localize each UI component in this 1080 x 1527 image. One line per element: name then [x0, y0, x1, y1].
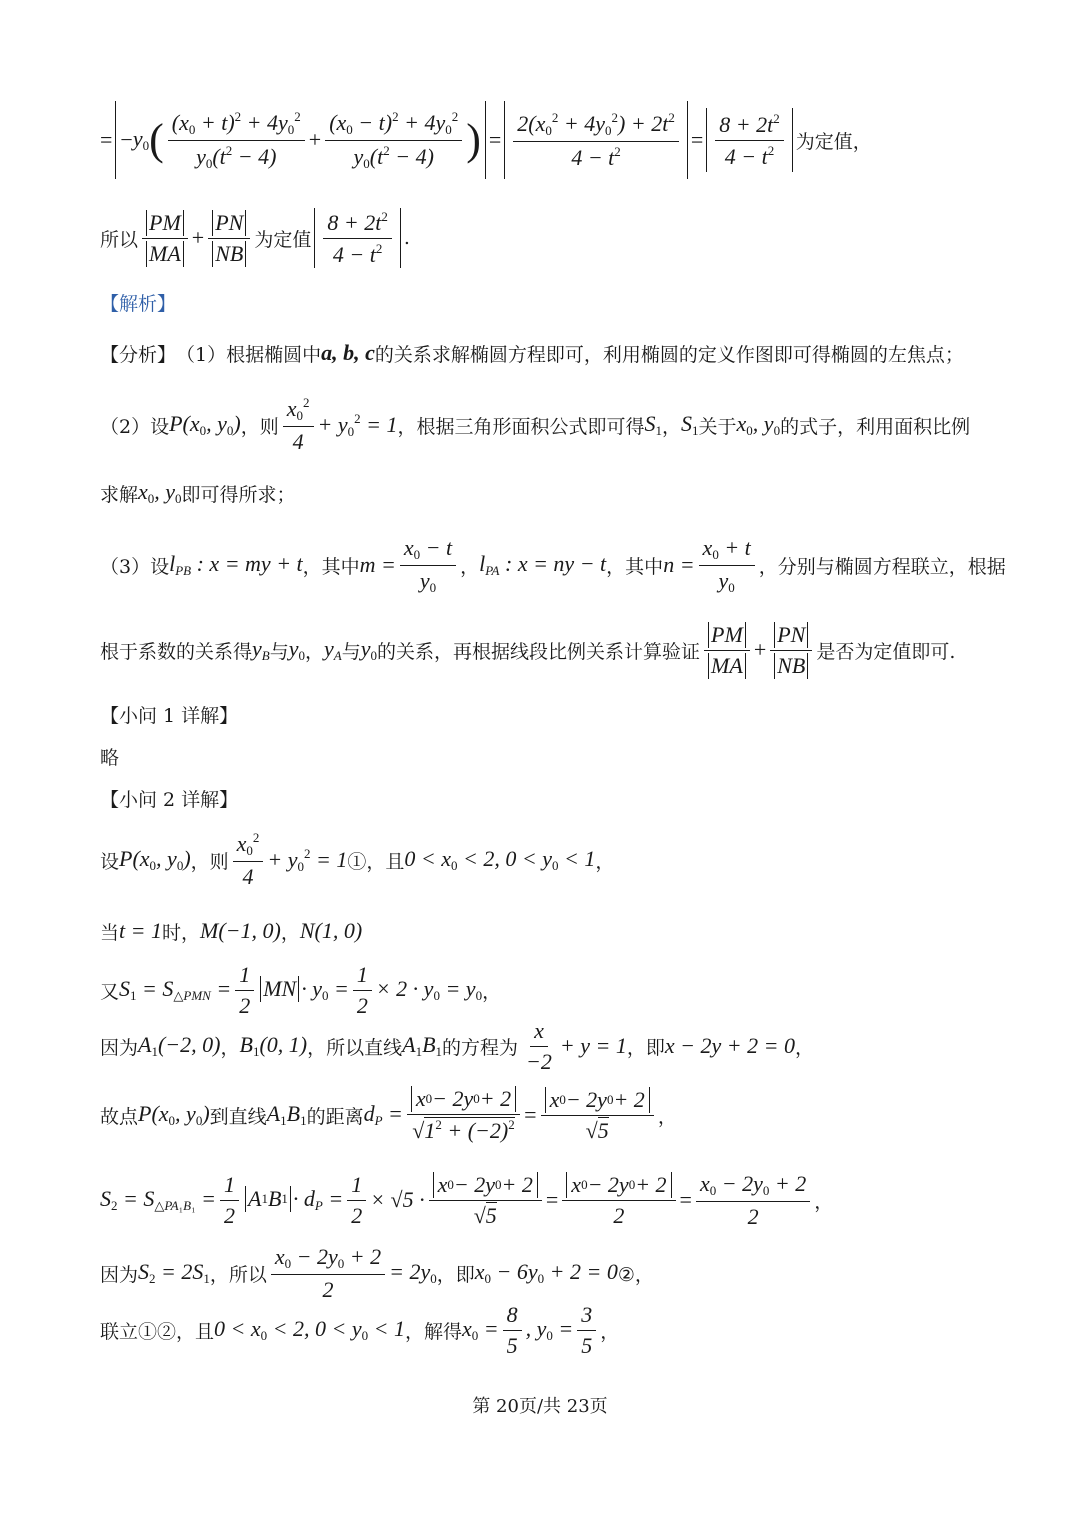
text: ，则	[240, 415, 279, 438]
text: ，	[220, 1036, 240, 1059]
text: ，其中	[606, 555, 664, 578]
text: ，其中	[302, 555, 360, 578]
text: .	[403, 227, 410, 249]
page-footer: 第 20页/共 23页	[472, 1396, 608, 1417]
q2-line-8: 联立①②，且 $0 < x_0 < 2$, $0 < y_0 < 1$ ，解得 $x_0$ = $\frac{8}{5}$ , $y_0$ = $\frac{3}{5}$ ，	[100, 1301, 620, 1358]
text: ，所以	[209, 1263, 267, 1286]
text: 又	[100, 980, 120, 1003]
text: ，即	[626, 1036, 665, 1059]
fenxi-label: 【分析】	[100, 343, 177, 366]
text: ，解得	[404, 1320, 462, 1343]
q2-line-3: 又 $S_1 = S_{\triangle PMN}$ = $\frac{1}{2}$ MN · $y_0$ = $\frac{1}{2}$ × $2 \cdot y_0 = y_0$ ，	[100, 961, 502, 1018]
text: 为定值	[254, 228, 312, 251]
text: 到直线	[209, 1105, 267, 1128]
analysis-3b: 根于系数的关系得 $y_B$ 与 $y_0$ ， $y_A$ 与 $y_0$ 的关系，再根据线段比例关系计算验证 $\frac{PM}{MA}$ + $\frac{PN}{NB}$ 是否为定值即可.	[100, 621, 956, 678]
text: （2）设	[100, 415, 170, 438]
analysis-2b: 求解 $x_0$, $y_0$ 即可得所求；	[100, 479, 296, 506]
text: ，分别与椭圆方程联立，根据	[758, 555, 1006, 578]
q2-line-2: 当 t = 1 时， M(−1, 0) ， N(1, 0)	[100, 918, 363, 944]
text: ，则	[190, 850, 229, 873]
text: ，	[460, 555, 480, 578]
q2-label	[100, 784, 238, 812]
analysis-2: （2）设 $P(x_0$, $y_0$) ，则 $\frac{x_0^2}{4}$ + $y_0^2 = 1$ ，根据三角形面积公式即可得 $S_1$ ， $S_1$ 关于 $x_0$, $y_0$ 的式子，利用面积比例	[100, 395, 971, 454]
text: 的关系，再根据线段比例关系计算验证	[377, 640, 701, 663]
text: 求解	[100, 483, 139, 506]
text: ，	[482, 980, 502, 1003]
q2-line-6: $S_2 = S_{\triangle PA_1B_1}$ = $\frac{1}{2}$ A 1 B 1 · $d_P$ = $\frac{1}{2}$ × √5 · x 0 − 2y 0 + 2 √5 = x 0 − 2y 0 + 2 2 = $\frac{x_0 - 2y_0 + 2}{2}$ ，	[100, 1170, 834, 1229]
text: 【小问 1 详解】	[100, 704, 239, 727]
text: 联立①②，且	[100, 1320, 215, 1343]
q2-line-4: 因为 $A_1(-2$, 0) ， $B_1(0$, 1) ，所以直线 $A_1B_1$ 的方程为 $\frac{x}{-2}$ + y = 1 ，即 x − 2y + 2 = 0 ，	[100, 1017, 814, 1074]
text: ，	[305, 640, 325, 663]
text: 因为	[100, 1036, 139, 1059]
text: 关于	[698, 415, 737, 438]
q2-line-7: 因为 $S_2 = 2S_1$ ，所以 $\frac{x_0 - 2y_0 + 2}{2}$ = $2y_0$ ，即 $x_0 - 6y_0 + 2 = 0$ ②，	[100, 1243, 654, 1302]
text: 是否为定值即可.	[816, 640, 956, 663]
q2-line-5: 故点 $P(x_0$, $y_0$) 到直线 $A_1B_1$ 的距离 $d_P$ = x 0 − 2y 0 + 2 $√1^2 + (-2)^2$ = x 0 − 2y 0 + 2 √5 ，	[100, 1086, 677, 1143]
text: 的关系求解椭圆方程即可，利用椭圆的定义作图即可得椭圆的左焦点；	[374, 343, 964, 366]
analysis-3: （3）设 $l_{PB}$ : x = my + t ，其中 m = $\frac{x_0 - t}{y_0}$ ， $l_{PA}$ : x = ny − t ，其中 n = $\frac{x_0 + t}{y_0}$ ，分别与椭圆方程联立，根据	[100, 534, 1006, 595]
text: 与	[269, 640, 289, 663]
text: ，	[662, 415, 682, 438]
text: ②，	[617, 1263, 654, 1286]
text: ，根据三角形面积公式即可得	[397, 415, 645, 438]
q1-label	[100, 700, 238, 728]
text: ，	[657, 1105, 677, 1128]
q2-line-1: 设 $P(x_0$, $y_0$) ，则 $\frac{x_0^2}{4}$ + $y_0^2 = 1$ ①，且 $0 < x_0 < 2$, $0 < y_0 < 1$ ，	[100, 830, 615, 889]
section-jiexi	[100, 288, 176, 316]
text: ，	[595, 850, 615, 873]
q1-body	[100, 742, 119, 770]
text: 的方程为	[442, 1036, 519, 1059]
text: 与	[341, 640, 361, 663]
text: （3）设	[100, 555, 170, 578]
text: 当	[100, 921, 120, 944]
text: 的式子，利用面积比例	[780, 415, 971, 438]
text: 时，	[161, 921, 200, 944]
text: 设	[100, 850, 120, 873]
formula-line-2: 所以 $\frac{PM}{MA}$ + $\frac{PN}{NB}$ 为定值 $\frac{8 + 2t^2}{4 - t^2}$ .	[100, 208, 410, 267]
text: 的距离	[306, 1105, 364, 1128]
jiexi-label: 【解析】	[100, 292, 177, 315]
text: ①，且	[347, 850, 405, 873]
text: ，	[280, 921, 300, 944]
analysis-1: 【分析】 （1）根据椭圆中 a, b, c 的关系求解椭圆方程即可，利用椭圆的定义作图即可得椭圆的左焦点；	[100, 340, 964, 366]
text: ，	[814, 1190, 834, 1213]
text: 所以	[100, 228, 139, 251]
text: ，所以直线	[307, 1036, 403, 1059]
text: 【小问 2 详解】	[100, 788, 239, 811]
text: 即可得所求；	[181, 483, 296, 506]
text: 略	[100, 746, 120, 769]
text: ，即	[436, 1263, 475, 1286]
text: ，	[600, 1320, 620, 1343]
text: 为定值，	[795, 130, 872, 153]
text: ，	[794, 1036, 814, 1059]
text: （1）根据椭圆中	[176, 343, 322, 366]
text: 因为	[100, 1263, 139, 1286]
formula-line-1: = − $y_0$ ( $\frac{(x_0 + t)^2 + 4y_0^2}{y_0(t^2 - 4)}$ + $\frac{(x_0 - t)^2 + 4y_0^2}{y_0(t^2 - 4)}$ ) = $\frac{2(x_0^2 + 4y_0^2) + 2t^2}{4 - t^2}$ = $\frac{8 + 2t^2}{4 - t^2}$ 为定值，	[100, 95, 872, 185]
text: 故点	[100, 1105, 139, 1128]
text: 根于系数的关系得	[100, 640, 253, 663]
